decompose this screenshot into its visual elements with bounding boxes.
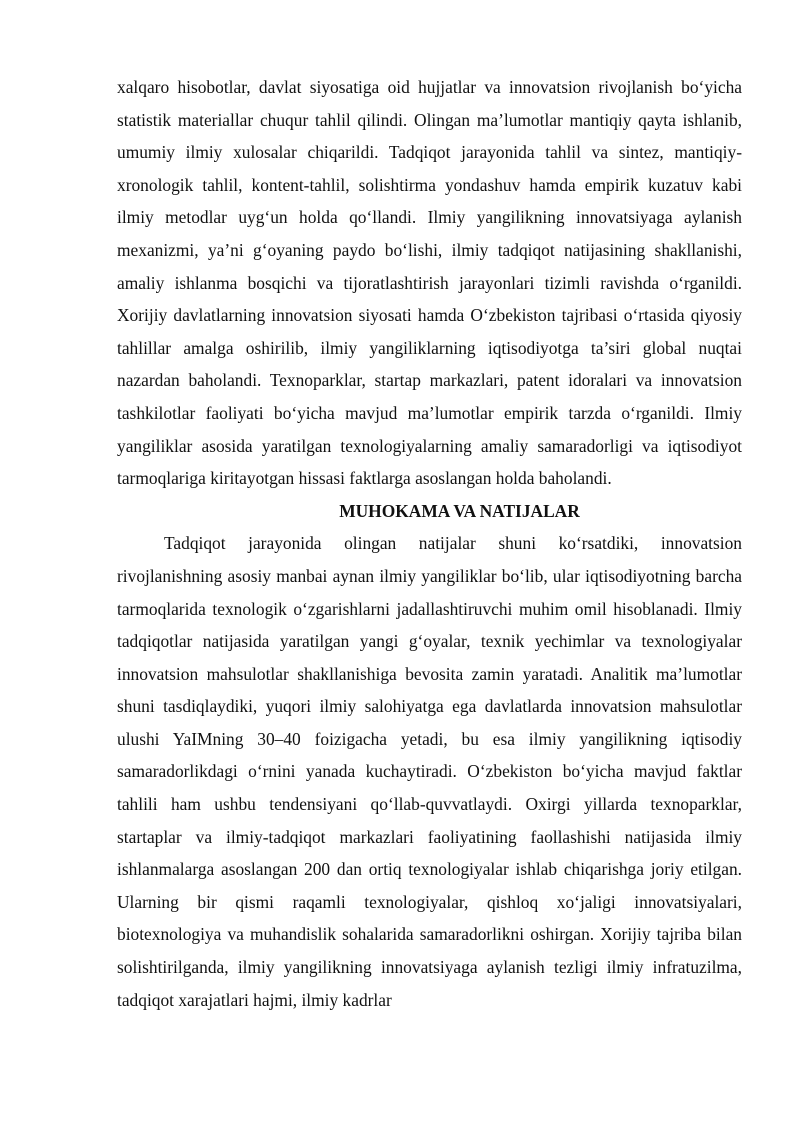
- document-page: [117, 71, 742, 1016]
- body-paragraph: Tadqiqot jarayonida olingan natijalar shuni ko‘rsatdiki, innovatsion rivojlanishning asosiy manbai aynan ilmiy yangiliklar bo‘lib, ular iqtisodiyotning barcha tarmoqlarida texnologik o‘zgarishlarni jadallashtiruvchi muhim omil hisoblanadi. Ilmiy tadqiqotlar natijasida yaratilgan yangi g‘oyalar, texnik yechimlar va texnologiyalar innovatsion mahsulotlar shakllanishiga bevosita zamin yaratadi. Analitik ma’lumotlar shuni tasdiqlaydiki, yuqori ilmiy salohiyatga ega davlatlarda innovatsion mahsulotlar ulushi YaIMning 30–40 foizigacha yetadi, bu esa ilmiy yangilikning iqtisodiy samaradorlikdagi o‘rnini yanada kuchaytiradi. O‘zbekiston bo‘yicha mavjud faktlar tahlili ham ushbu tendensiyani qo‘llab-quvvatlaydi. Oxirgi yillarda texnoparklar, startaplar va ilmiy-tadqiqot markazlari faoliyatining faollashishi natijasida ilmiy ishlanmalarga asoslangan 200 dan ortiq texnologiyalar ishlab chiqarishga joriy etilgan. Ularning bir qismi raqamli texnologiyalar, qishloq xo‘jaligi innovatsiyalari, biotexnologiya va muhandislik sohalarida samaradorlikni oshirgan. Xorijiy tajriba bilan solishtirilganda, ilmiy yangilikning innovatsiyaga aylanish tezligi ilmiy infratuzilma, tadqiqot xarajatlari hajmi, ilmiy kadrlar: [117, 533, 742, 1010]
- body-paragraph: xalqaro hisobotlar, davlat siyosatiga oid hujjatlar va innovatsion rivojlanish bo‘yicha statistik materiallar chuqur tahlil qilindi. Olingan ma’lumotlar mantiqiy qayta ishlanib, umumiy ilmiy xulosalar chiqarildi. Tadqiqot jarayonida tahlil va sintez, mantiqiy-xronologik tahlil, kontent-tahlil, solishtirma yondashuv hamda empirik kuzatuv kabi ilmiy metodlar uyg‘un holda qo‘llandi. Ilmiy yangilikning innovatsiyaga aylanish mexanizmi, ya’ni g‘oyaning paydo bo‘lishi, ilmiy tadqiqot natijasining shakllanishi, amaliy ishlanma bosqichi va tijoratlashtirish jarayonlari tizimli ravishda o‘rganildi. Xorijiy davlatlarning innovatsion siyosati hamda O‘zbekiston tajribasi o‘rtasida qiyosiy tahlillar amalga oshirilib, ilmiy yangiliklarning iqtisodiyotga ta’siri global nuqtai nazardan baholandi. Texnoparklar, startap markazlari, patent idoralari va innovatsion tashkilotlar faoliyati bo‘yicha mavjud ma’lumotlar empirik tarzda o‘rganildi. Ilmiy yangiliklar asosida yaratilgan texnologiyalarning amaliy samaradorligi va iqtisodiyot tarmoqlariga kiritayotgan hissasi faktlarga asoslangan holda baholandi.: [117, 77, 742, 489]
- section-heading: MUHOKAMA VA NATIJALAR: [339, 500, 580, 521]
